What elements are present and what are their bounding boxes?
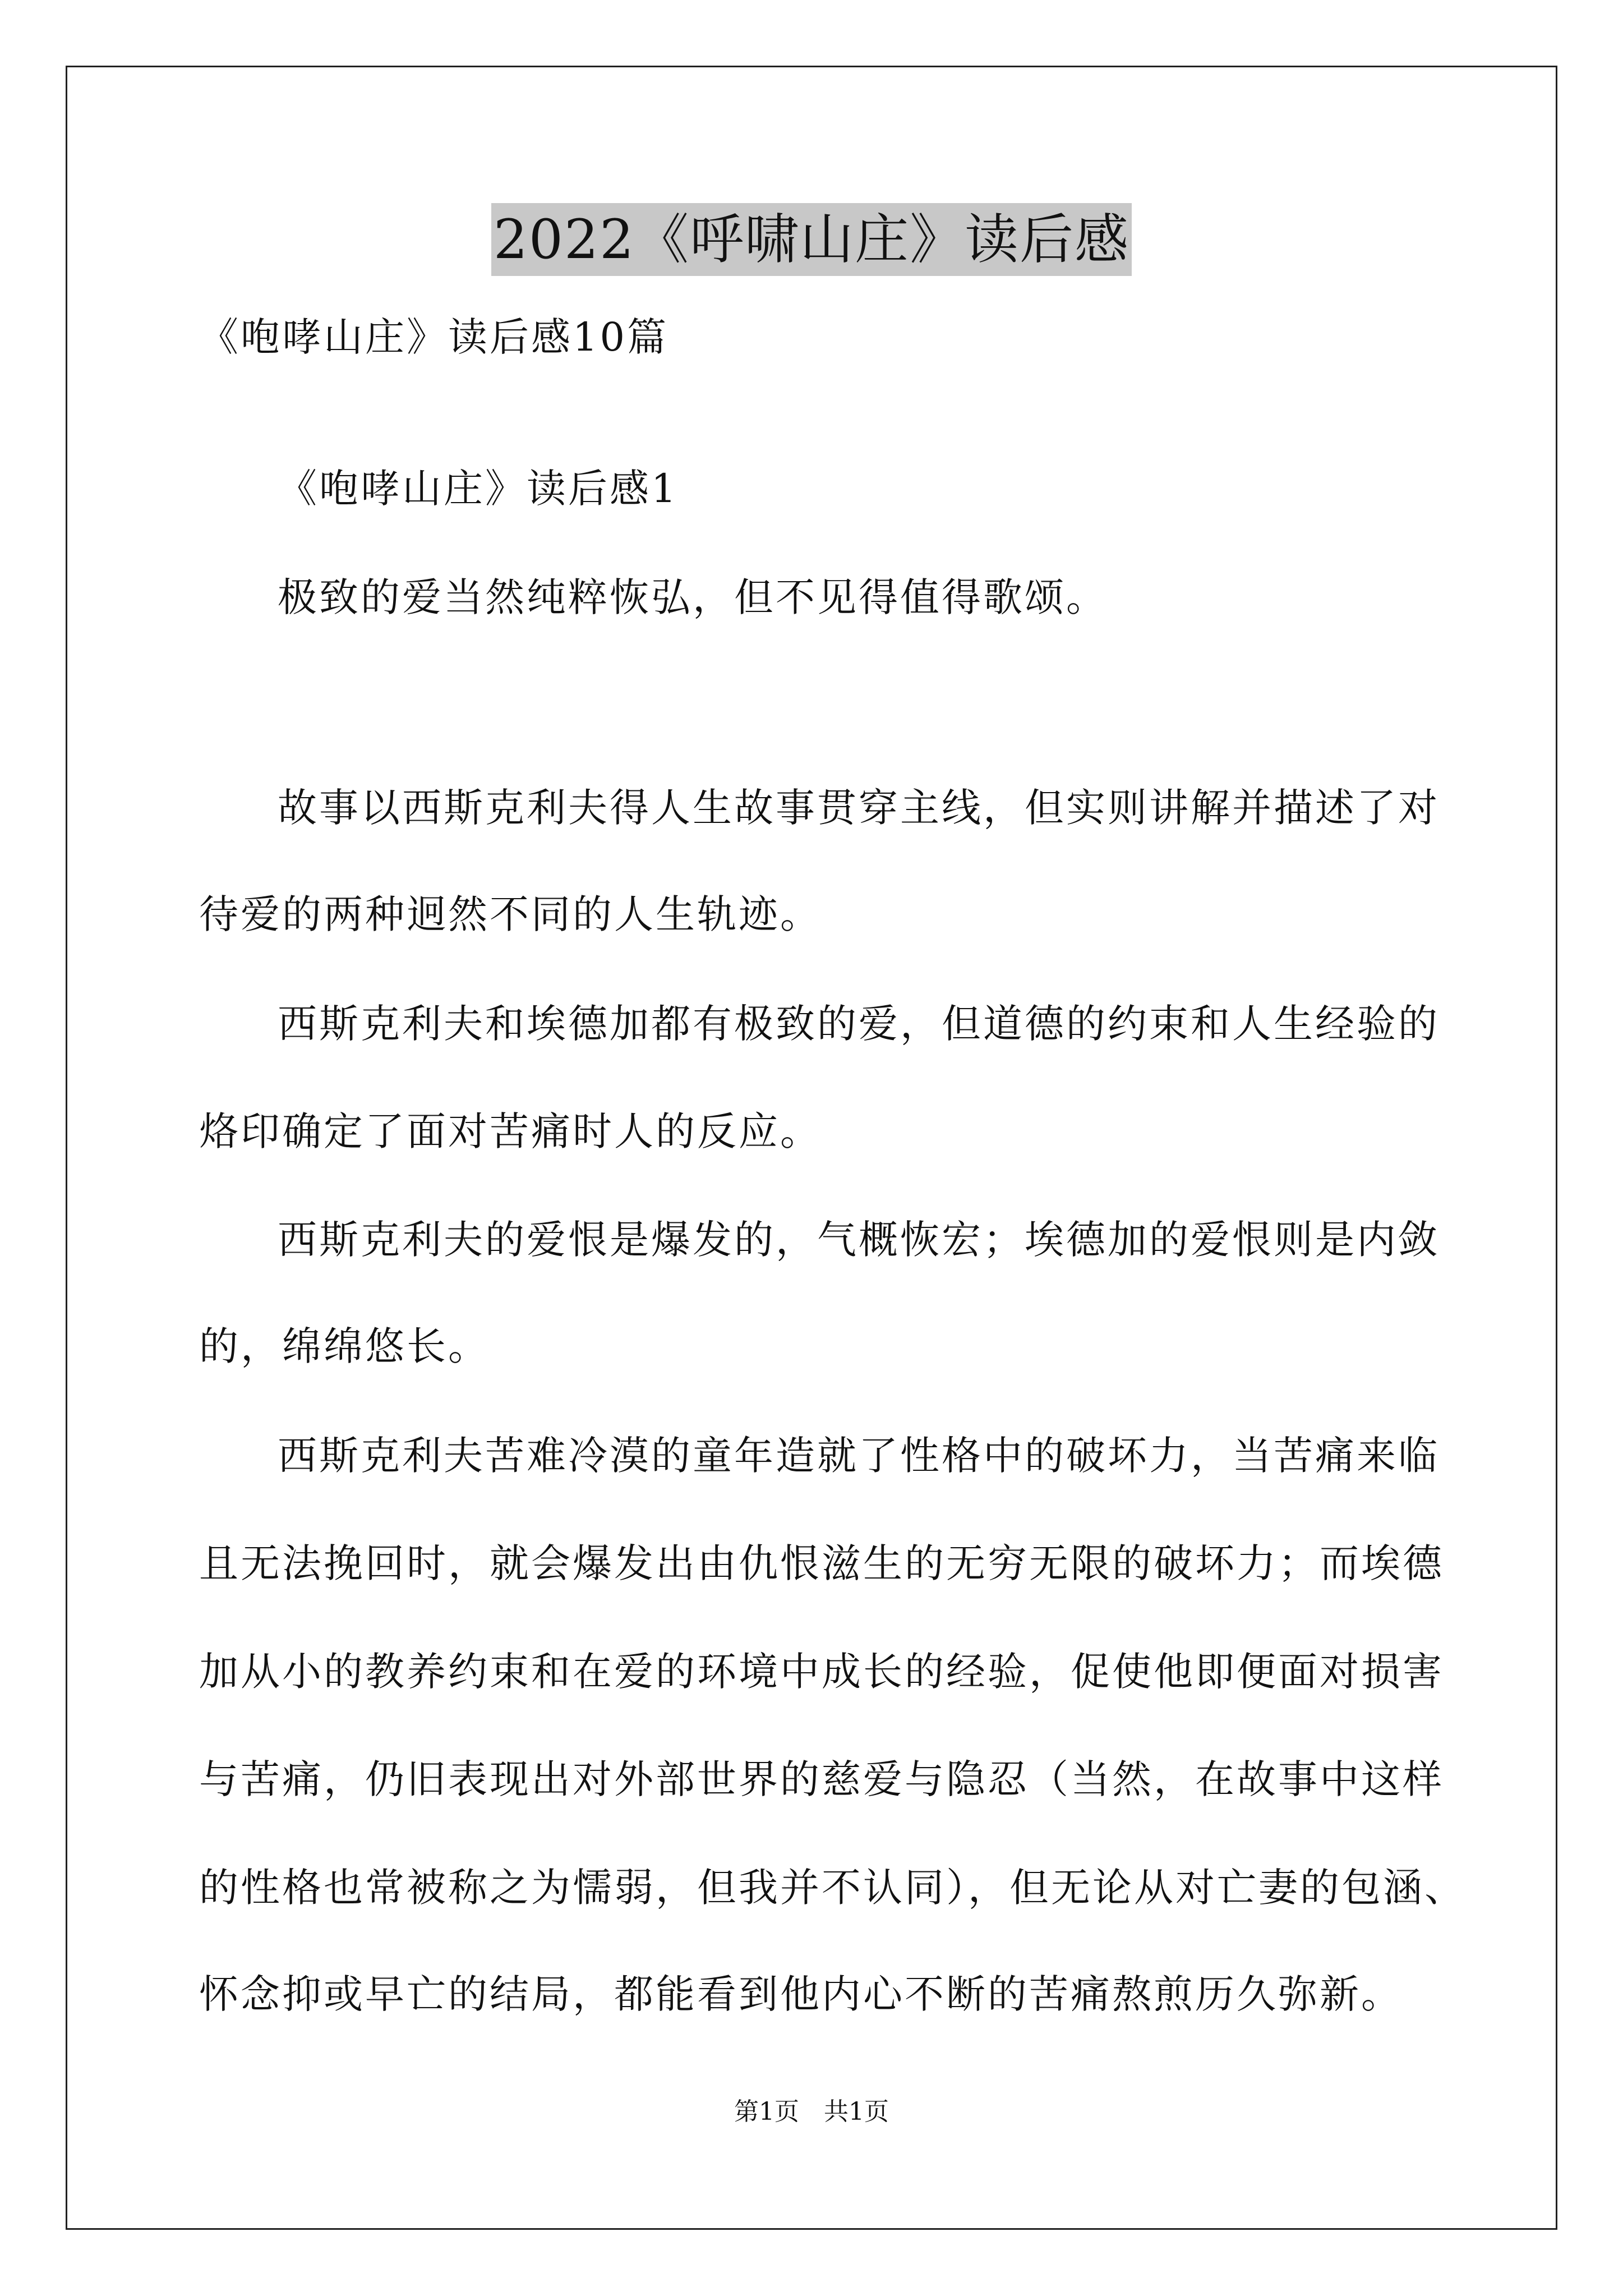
paragraph-4-line-2: 的，绵绵悠长。 (199, 1323, 490, 1369)
paragraph-3-line-2: 烙印确定了面对苦痛时人的反应。 (199, 1108, 822, 1154)
title-container (0, 203, 1623, 276)
paragraph-3-line-1: 西斯克利夫和埃德加都有极致的爱，但道德的约束和人生经验的 (278, 1001, 1440, 1047)
paragraph-5-line-6: 怀念抑或早亡的结局，都能看到他内心不断的苦痛熬煎历久弥新。 (199, 1971, 1403, 2017)
paragraph-4-line-1: 西斯克利夫的爱恨是爆发的，气概恢宏；埃德加的爱恨则是内敛 (278, 1217, 1440, 1263)
page-footer: 第1页 共1页 (734, 2097, 889, 2126)
paragraph-5-line-1: 西斯克利夫苦难冷漠的童年造就了性格中的破坏力，当苦痛来临 (278, 1433, 1440, 1479)
paragraph-2-line-1: 故事以西斯克利夫得人生故事贯穿主线，但实则讲解并描述了对 (278, 785, 1440, 831)
paragraph-1-line-1: 极致的爱当然纯粹恢弘，但不见得值得歌颂。 (278, 574, 1108, 620)
paragraph-5-line-2: 且无法挽回时，就会爆发出由仇恨滋生的无穷无限的破坏力；而埃德 (199, 1540, 1444, 1586)
section-heading: 《咆哮山庄》读后感1 (278, 466, 679, 512)
subtitle: 《咆哮山庄》读后感10篇 (199, 314, 669, 360)
paragraph-5-line-3: 加从小的教养约束和在爱的环境中成长的经验，促使他即便面对损害 (199, 1649, 1444, 1695)
paragraph-5-line-4: 与苦痛，仍旧表现出对外部世界的慈爱与隐忍（当然，在故事中这样 (199, 1756, 1444, 1802)
paragraph-5-line-5: 的性格也常被称之为懦弱，但我并不认同），但无论从对亡妻的包涵、 (199, 1865, 1466, 1911)
paragraph-2-line-2: 待爱的两种迥然不同的人生轨迹。 (199, 891, 822, 937)
document-title: 2022《呼啸山庄》读后感 (491, 203, 1132, 276)
